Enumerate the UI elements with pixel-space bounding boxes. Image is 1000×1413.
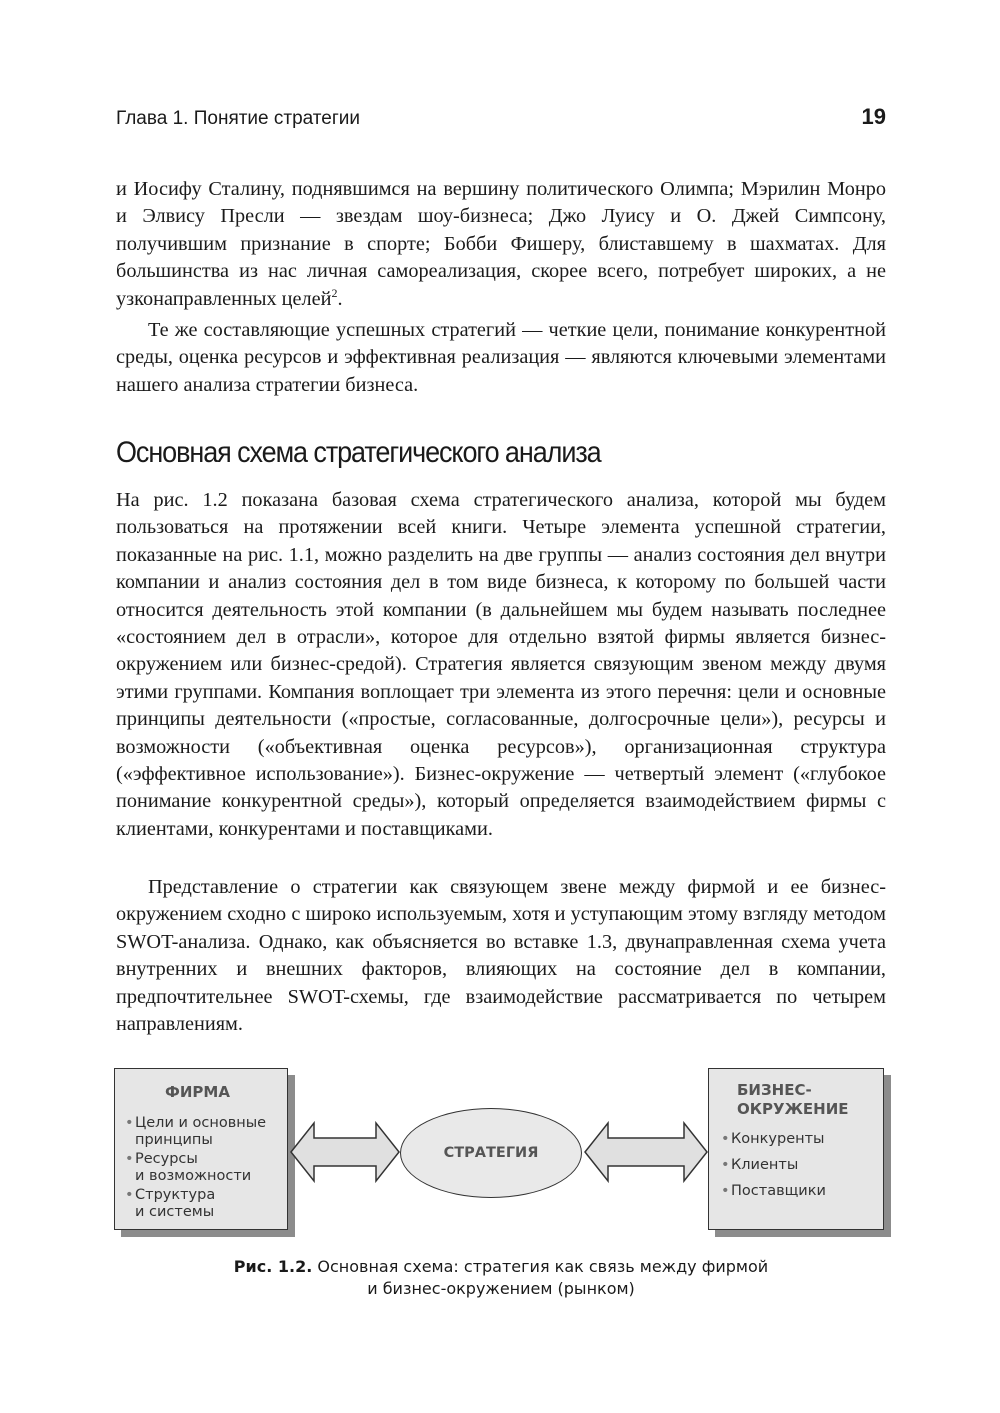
caption-text-line-1: Основная схема: стратегия как связь между фирмой bbox=[312, 1257, 769, 1276]
chapter-title: Глава 1. Понятие стратегии bbox=[116, 108, 361, 129]
section-paragraph-1: На рис. 1.2 показана базовая схема стратегического анализа, которой мы будем пользоваться на протяжении всей книги. Четыре элемента успешной стратегии, показанные на рис. 1.1, можно разделить на две группы — анализ состояния дел внутри компании и анализ состояния дел в том виде бизнеса, к которому по большей части относится деятельность этой компании (в дальнейшем мы будем называть последнее «состоянием дел в отрасли», которое для отдельно взятой фирмы является бизнес-окружением или бизнес-средой). Стратегия является связующим звеном между двумя этими группами. Компания воплощает три элемента из этого перечня: цели и основные принципы деятельности («простые, согласованные, долгосрочные цели»), ресурсы и возможности («объективная оценка ресурсов»), организационная структура («эффективное использование»). Бизнес-окружение — четвертый элемент («глубокое понимание конкурентной среды»), который определяется взаимодействием фирмы с клиентами, конкурентами и поставщиками. bbox=[116, 489, 886, 840]
bullet-icon: • bbox=[721, 1183, 730, 1199]
strategy-ellipse bbox=[400, 1108, 582, 1198]
business-environment-box bbox=[708, 1068, 884, 1230]
strategy-label: СТРАТЕГИЯ bbox=[443, 1145, 539, 1161]
footnote-ref[interactable]: 2 bbox=[331, 285, 338, 300]
list-item: • Клиенты bbox=[721, 1157, 799, 1173]
bullet-icon: • bbox=[125, 1151, 134, 1167]
bullet-icon: • bbox=[125, 1187, 134, 1203]
strategy-diagram bbox=[110, 1062, 892, 1242]
list-item: • Структура и системы bbox=[125, 1187, 216, 1220]
list-item: • Ресурсы и возможности bbox=[125, 1151, 252, 1184]
page-number: 19 bbox=[861, 104, 886, 129]
bullet-icon: • bbox=[721, 1157, 730, 1173]
list-item: • Цели и основные принципы bbox=[125, 1115, 267, 1148]
firm-box-list bbox=[125, 1115, 266, 1223]
firm-box-title: ФИРМА bbox=[165, 1083, 230, 1101]
section-heading: Основная схема стратегического анализа bbox=[116, 436, 601, 469]
figure-label: Рис. 1.2. bbox=[233, 1257, 313, 1276]
body-paragraph-1: и Иосифу Сталину, поднявшимся на вершину политического Олимпа; Мэрилин Монро и Элвису Пресли — звездам шоу-бизнеса; Джо Луису и О. Джей Симпсону, получившим признание в спорте; Бобби Фишеру, блиставшему в шахматах. Для большинства из нас личная самореализация, скорее всего, потребует широких, а не узконаправленных целей$^2$. bbox=[116, 178, 886, 310]
left-double-arrow-icon bbox=[290, 1120, 400, 1184]
business-environment-title: БИЗНЕС- ОКРУЖЕНИЕ bbox=[737, 1081, 849, 1118]
business-environment-list bbox=[721, 1131, 826, 1209]
running-header bbox=[116, 104, 886, 136]
list-item: • Конкуренты bbox=[721, 1131, 825, 1147]
body-paragraph-2: Те же составляющие успешных стратегий — четкие цели, понимание конкурентной среды, оценка ресурсов и эффективная реализация — являются ключевыми элементами нашего анализа стратегии бизнеса. bbox=[116, 319, 886, 396]
figure-caption bbox=[116, 1256, 886, 1300]
caption-text-line-2: и бизнес-окружением (рынком) bbox=[367, 1279, 635, 1298]
right-double-arrow-icon bbox=[584, 1120, 708, 1184]
bullet-icon: • bbox=[125, 1115, 134, 1131]
section-paragraph-2: Представление о стратегии как связующем звене между фирмой и ее бизнес-окружением сходно с широко используемым, хотя и уступающим этому взгляду методом SWOT-анализа. Однако, как объясняется во вставке 1.3, двунаправленная схема учета внутренних и внешних факторов, влияющих на состояние дел в компании, предпочтительнее SWOT-схемы, где взаимодействие рассматривается по четырем направлениям. bbox=[116, 876, 886, 1036]
bullet-icon: • bbox=[721, 1131, 730, 1147]
list-item: • Поставщики bbox=[721, 1183, 826, 1199]
firm-box bbox=[114, 1068, 288, 1230]
